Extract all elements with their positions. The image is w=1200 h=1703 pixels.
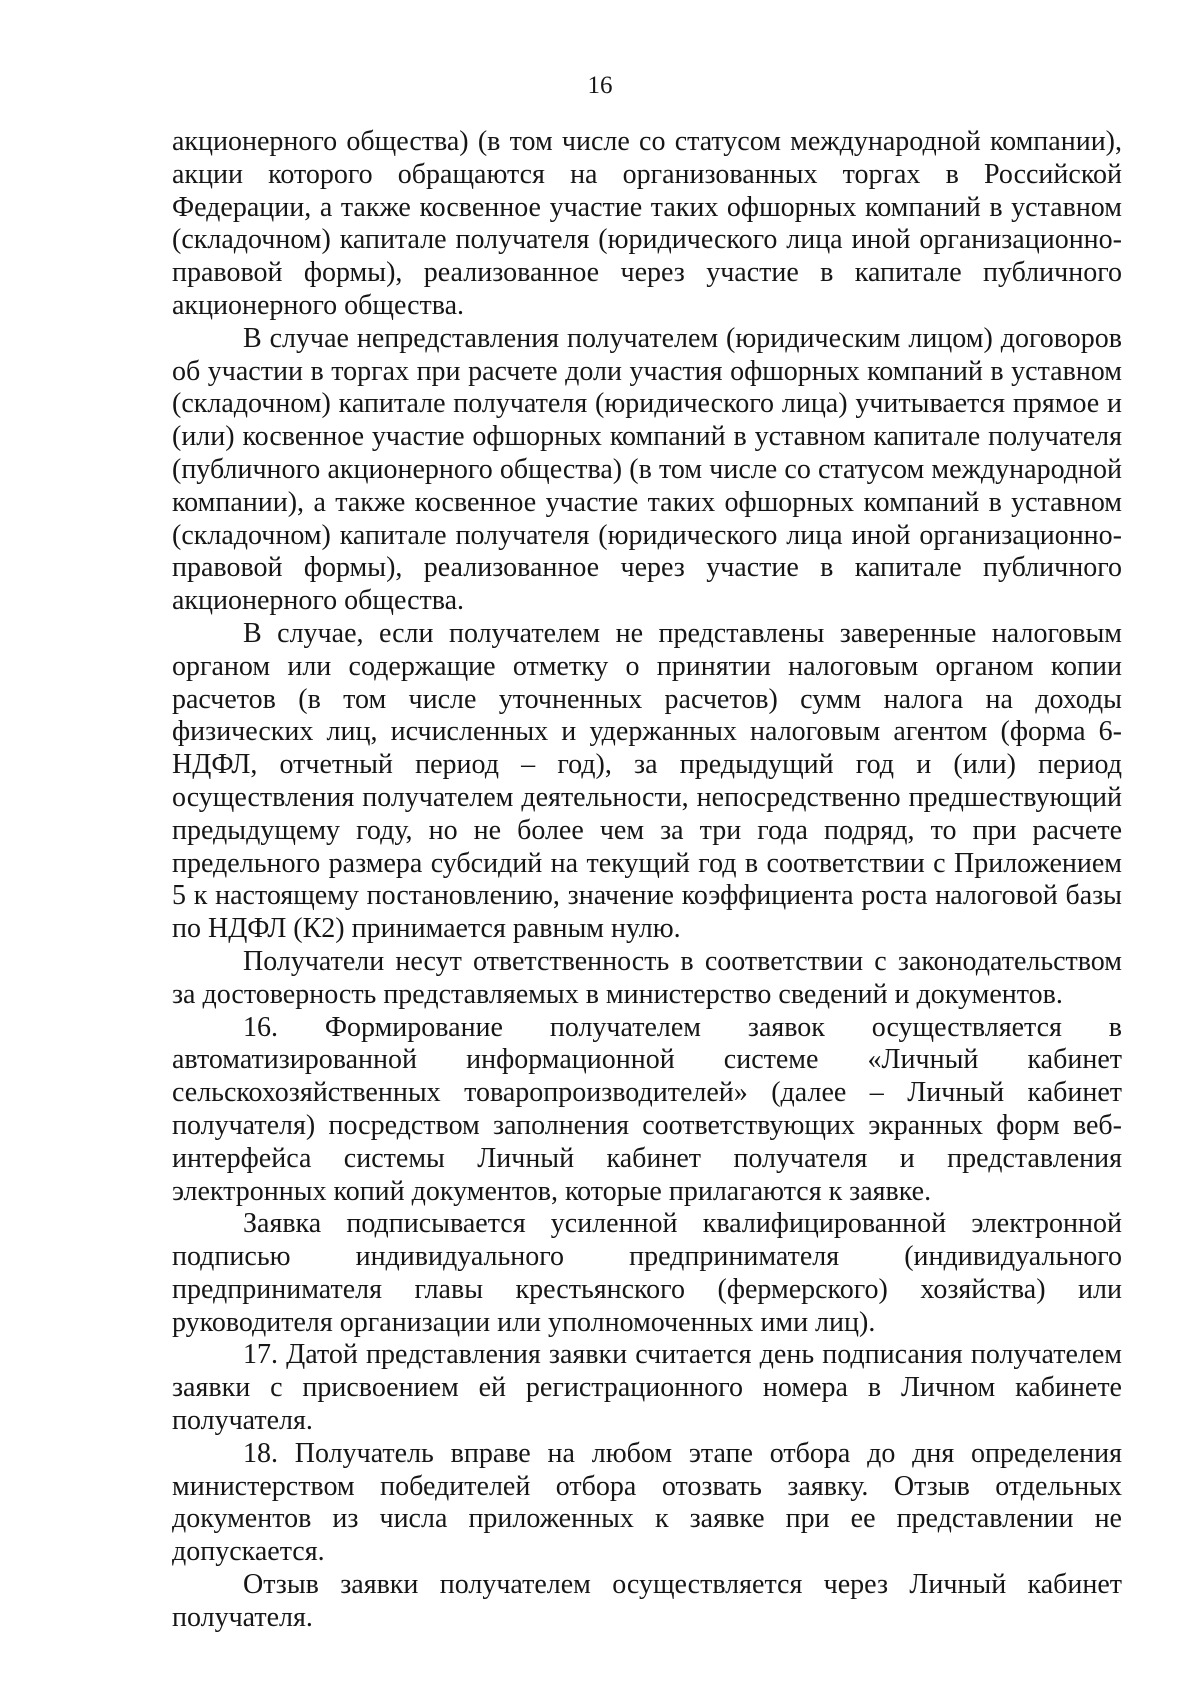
paragraph: В случае, если получателем не представлены заверенные налоговым органом или содержащие отметку о принятии налоговым органом копии расчетов (в том числе уточненных расчетов) сумм налога на доходы физических лиц, исчисленных и удержанных налоговым агентом (форма 6-НДФЛ, отчетный период – год), за предыдущий год и (или) период осуществления получателем деятельности, непосредственно предшествующий предыдущему году, но не более чем за три года подряд, то при расчете предельного размера субсидий на текущий год в соответствии с Приложением 5 к настоящему постановлению, значение коэффициента роста налоговой базы по НДФЛ (К2) принимается равным нулю.	[172, 617, 1122, 945]
paragraph: акционерного общества) (в том числе со статусом международной компании), акции которого обращаются на организованных торгах в Российской Федерации, а также косвенное участие таких офшорных компаний в уставном (складочном) капитале получателя (юридического лица иной организационно-правовой формы), реализованное через участие в капитале публичного акционерного общества.	[172, 126, 1122, 321]
document-body	[172, 126, 1122, 1635]
paragraph: Получатели несут ответственность в соответствии с законодательством за достоверность представляемых в министерство сведений и документов.	[172, 945, 1122, 1010]
paragraph: В случае непредставления получателем (юридическим лицом) договоров об участии в торгах при расчете доли участия офшорных компаний в уставном (складочном) капитале получателя (юридического лица) учитывается прямое и (или) косвенное участие офшорных компаний в уставном капитале получателя (публичного акционерного общества) (в том числе со статусом международной компании), а также косвенное участие таких офшорных компаний в уставном (складочном) капитале получателя (юридического лица иной организационно-правовой формы), реализованное через участие в капитале публичного акционерного общества.	[172, 322, 1122, 617]
paragraph-item-16: 16. Формирование получателем заявок осуществляется в автоматизированной информационной системе «Личный кабинет сельскохозяйственных товаропроизводителей» (далее – Личный кабинет получателя) посредством заполнения соответствующих экранных форм веб-интерфейса системы Личный кабинет получателя и представления электронных копий документов, которые прилагаются к заявке.	[172, 1011, 1122, 1207]
paragraph: Заявка подписывается усиленной квалифицированной электронной подписью индивидуального предпринимателя (индивидуального предпринимателя главы крестьянского (фермерского) хозяйства) или руководителя организации или уполномоченных ими лиц).	[172, 1208, 1122, 1338]
paragraph-item-17: 17. Датой представления заявки считается день подписания получателем заявки с присвоением ей регистрационного номера в Личном кабинете получателя.	[172, 1339, 1122, 1437]
paragraph-item-18: 18. Получатель вправе на любом этапе отбора до дня определения министерством победителей отбора отозвать заявку. Отзыв отдельных документов из числа приложенных к заявке при ее представлении не допускается.	[172, 1437, 1122, 1568]
paragraph: Отзыв заявки получателем осуществляется через Личный кабинет получателя.	[172, 1569, 1122, 1633]
page-number: 16	[587, 72, 613, 99]
